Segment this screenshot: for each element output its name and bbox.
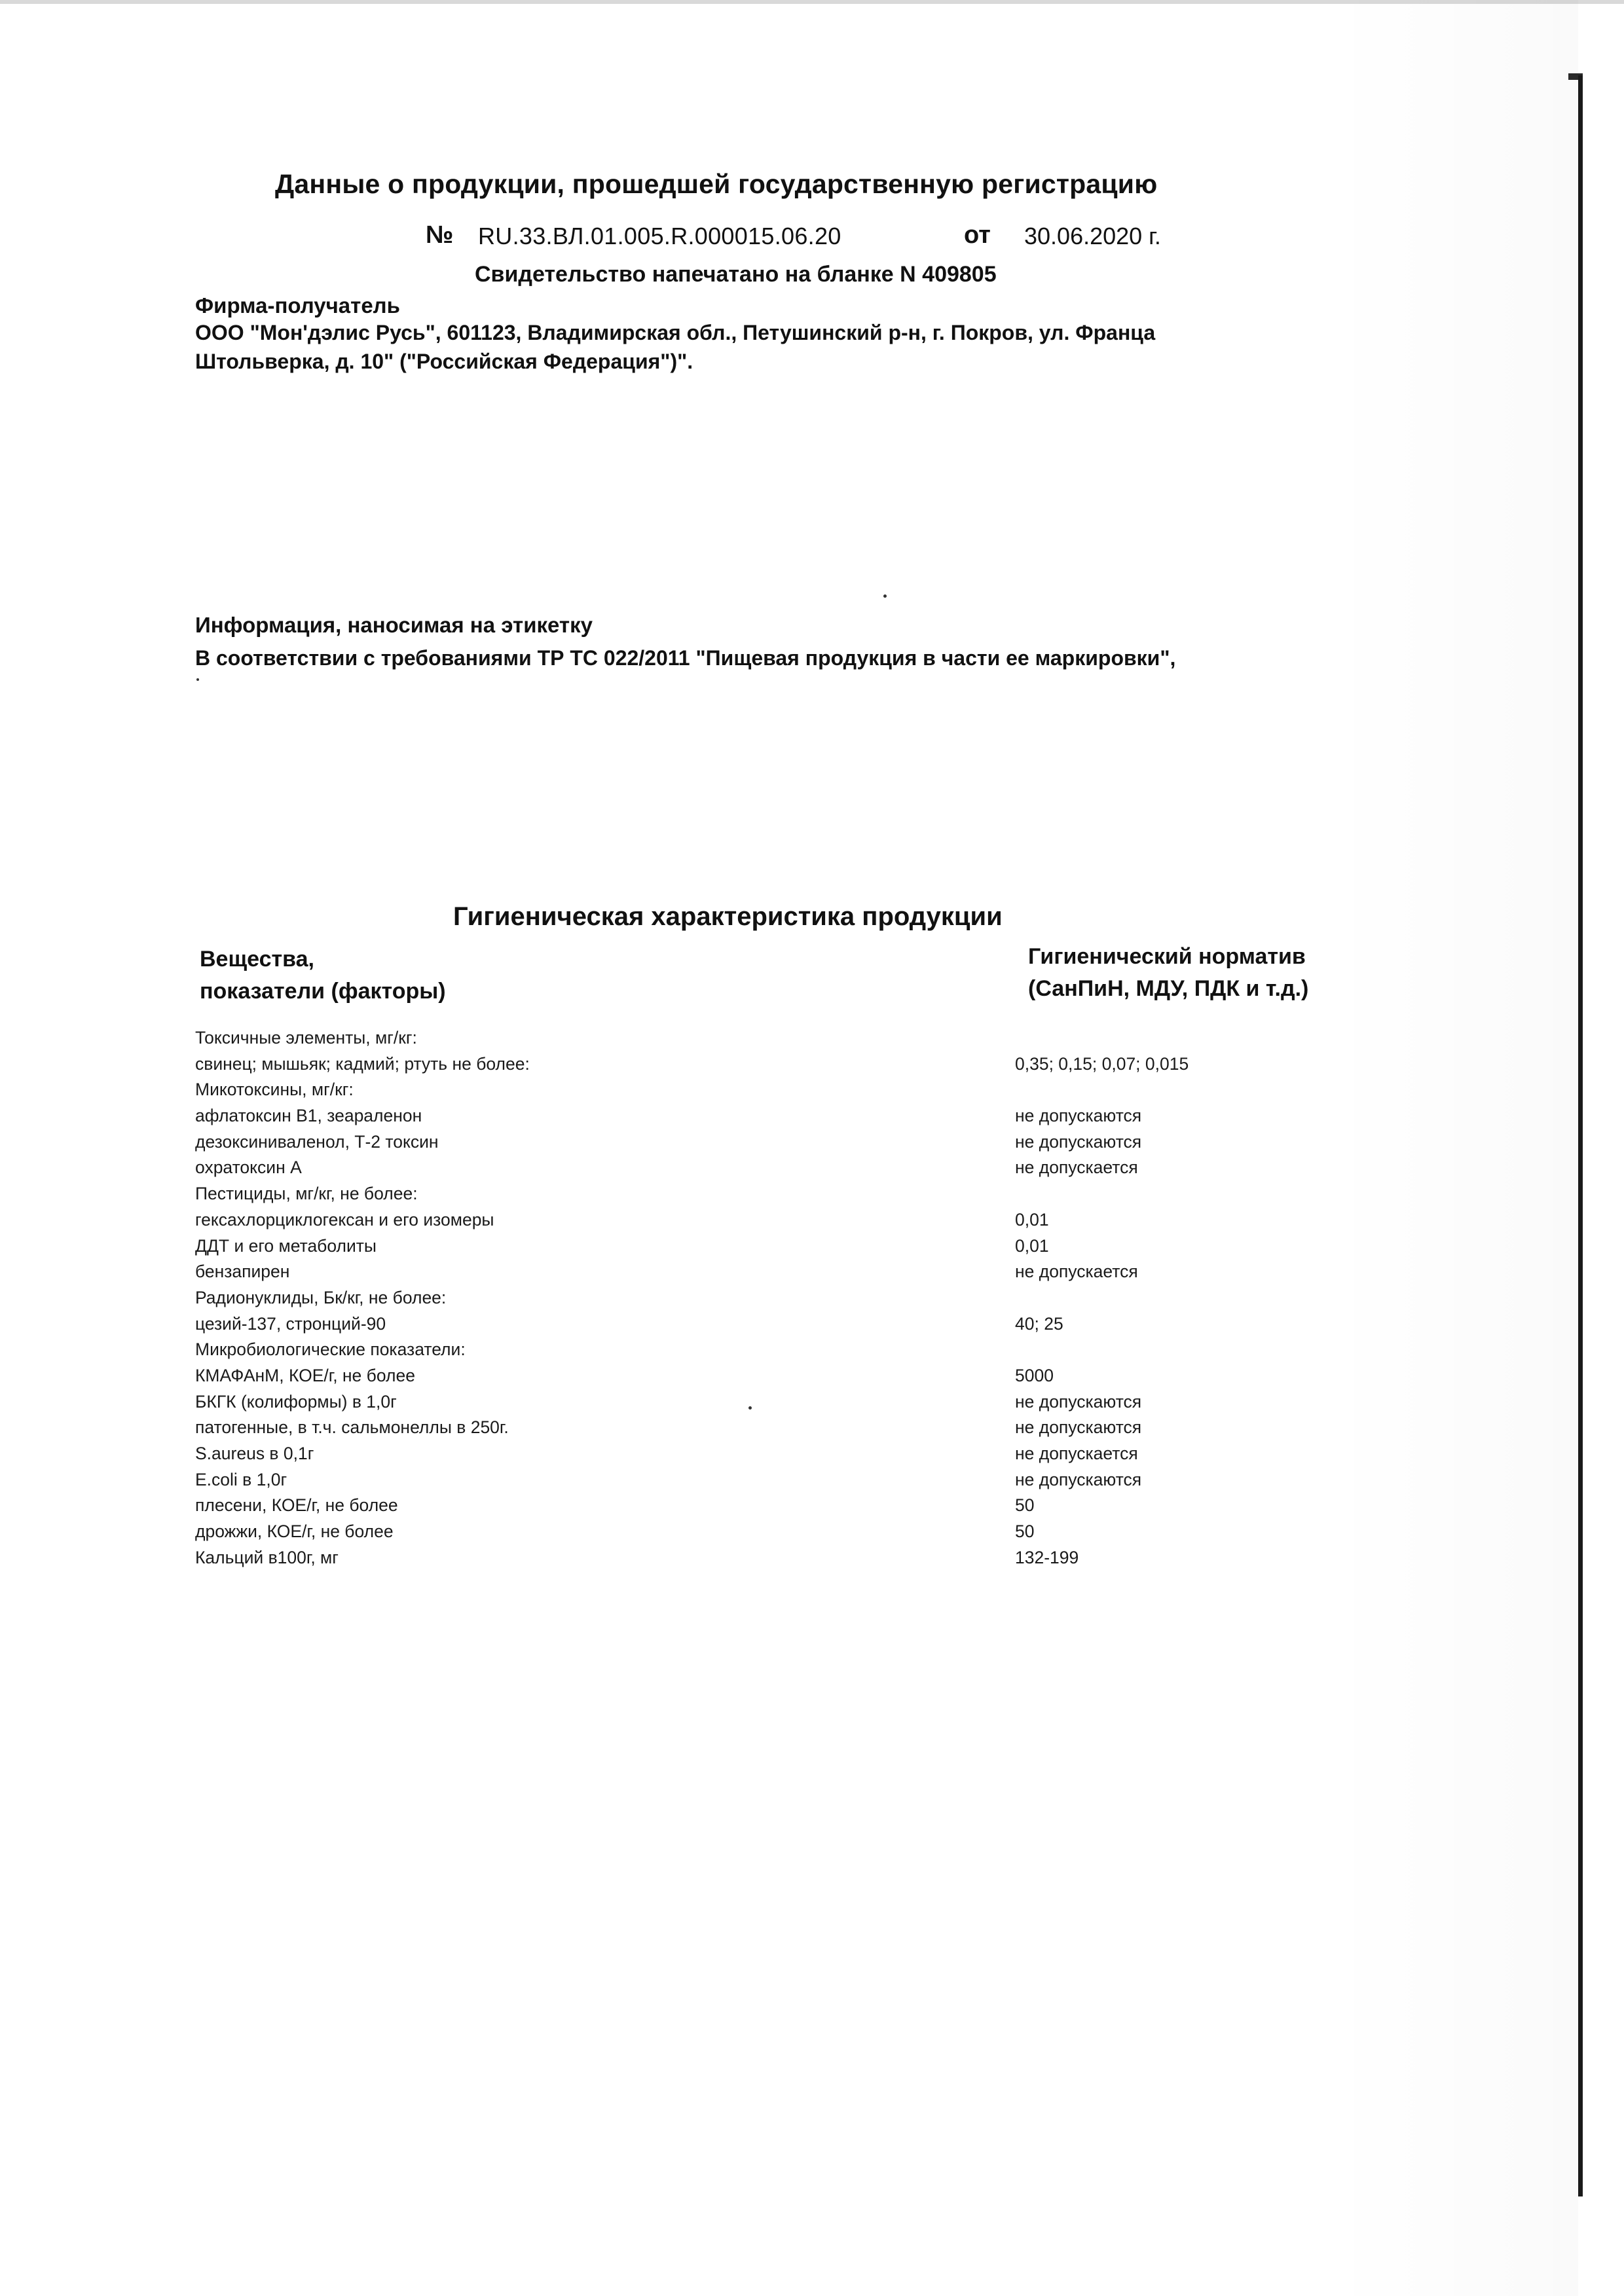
recipient-line-2: Штольверка, д. 10" ("Российская Федерация")". [195, 350, 693, 373]
hygiene-norm: 132-199 [1015, 1547, 1079, 1567]
hygiene-norm: не допускается [1015, 1157, 1138, 1178]
substance-name: БКГК (колиформы) в 1,0г [195, 1391, 397, 1412]
hygiene-table [195, 1025, 1308, 1571]
table-row [195, 1519, 1308, 1545]
registration-number-label: № [426, 221, 454, 249]
hygiene-norm: не допускаются [1015, 1391, 1142, 1412]
document-title: Данные о продукции, прошедшей государственную регистрацию [275, 169, 1158, 199]
table-row [195, 1415, 1308, 1441]
label-info-label: Информация, наносимая на этикетку [195, 613, 593, 637]
table-row [195, 1259, 1308, 1285]
table-row [195, 1389, 1308, 1415]
scan-page-edge [1578, 75, 1583, 2196]
table-row [195, 1207, 1308, 1233]
table-row [195, 1467, 1308, 1493]
hygiene-norm: не допускаются [1015, 1106, 1142, 1126]
substance-name: Пестициды, мг/кг, не более: [195, 1184, 418, 1204]
substance-name: свинец; мышьяк; кадмий; ртуть не более: [195, 1053, 530, 1074]
registration-number: RU.33.ВЛ.01.005.R.000015.06.20 [478, 223, 841, 249]
table-row [195, 1077, 1308, 1103]
hygiene-norm: 50 [1015, 1495, 1035, 1516]
substance-name: Кальций в100г, мг [195, 1547, 339, 1567]
hygiene-norm: не допускается [1015, 1444, 1138, 1463]
recipient-line-1: ООО "Мон'дэлис Русь", 601123, Владимирская обл., Петушинский р-н, г. Покров, ул. Франца [195, 321, 1156, 344]
table-row [195, 1441, 1308, 1467]
substance-name: E.coli в 1,0г [195, 1469, 287, 1489]
table-row [195, 1025, 1308, 1051]
substance-name: патогенные, в т.ч. сальмонеллы в 250г. [195, 1417, 509, 1438]
substance-name: Радионуклиды, Бк/кг, не более: [195, 1287, 447, 1307]
hygiene-norm: 0,35; 0,15; 0,07; 0,015 [1015, 1053, 1189, 1074]
table-row [195, 1337, 1308, 1363]
substance-name: цезий-137, стронций-90 [195, 1313, 386, 1334]
hygiene-norm: не допускаются [1015, 1131, 1142, 1152]
certificate-blank-number: Свидетельство напечатано на бланке N 409805 [475, 262, 997, 287]
table-row [195, 1181, 1308, 1207]
substance-name: бензапирен [195, 1262, 290, 1282]
column-header-substances-line-2: показатели (факторы) [200, 979, 446, 1004]
hygiene-norm: не допускаются [1015, 1469, 1142, 1489]
substance-name: Микробиологические показатели: [195, 1339, 466, 1360]
table-row [195, 1051, 1308, 1078]
scan-shadow [1329, 0, 1578, 2296]
substance-name: Токсичные элементы, мг/кг: [195, 1028, 417, 1048]
hygiene-norm: 5000 [1015, 1365, 1054, 1385]
table-row [195, 1103, 1308, 1129]
table-row [195, 1311, 1308, 1338]
substance-name: Микотоксины, мг/кг: [195, 1080, 354, 1100]
column-header-norm-line-1: Гигиенический норматив [1028, 944, 1306, 969]
substance-name: афлатоксин В1, зеараленон [195, 1106, 422, 1126]
substance-name: охратоксин А [195, 1157, 302, 1178]
hygiene-norm: не допускаются [1015, 1417, 1142, 1438]
table-row [195, 1285, 1308, 1311]
table-row [195, 1493, 1308, 1519]
hygiene-norm: не допускается [1015, 1262, 1138, 1282]
table-row [195, 1545, 1308, 1571]
substance-name: КМАФАнМ, КОЕ/г, не более [195, 1365, 415, 1385]
substance-name: дезоксиниваленол, Т-2 токсин [195, 1131, 439, 1152]
table-row [195, 1363, 1308, 1389]
table-row [195, 1129, 1308, 1156]
column-header-substances-line-1: Вещества, [200, 947, 314, 972]
recipient-label: Фирма-получатель [195, 293, 400, 318]
hygiene-norm: 40; 25 [1015, 1313, 1063, 1334]
scan-speck [748, 1406, 752, 1410]
substance-name: плесени, КОЕ/г, не более [195, 1495, 398, 1516]
table-row [195, 1155, 1308, 1181]
scan-speck [883, 594, 887, 598]
hygiene-norm: 0,01 [1015, 1209, 1049, 1230]
registration-date-label: от [964, 221, 991, 249]
hygiene-title: Гигиеническая характеристика продукции [453, 902, 1003, 931]
scan-speck [196, 678, 199, 681]
substance-name: гексахлорциклогексан и его изомеры [195, 1209, 494, 1230]
label-info-text: В соответствии с требованиями ТР ТС 022/2011 "Пищевая продукция в части ее маркировки", [195, 646, 1176, 670]
column-header-norm-line-2: (СанПиН, МДУ, ПДК и т.д.) [1028, 976, 1309, 1001]
substance-name: ДДТ и его метаболиты [195, 1235, 377, 1256]
registration-date: 30.06.2020 г. [1024, 223, 1161, 249]
hygiene-norm: 0,01 [1015, 1235, 1049, 1256]
table-row [195, 1233, 1308, 1260]
substance-name: S.aureus в 0,1г [195, 1444, 314, 1463]
hygiene-norm: 50 [1015, 1522, 1035, 1542]
substance-name: дрожжи, КОЕ/г, не более [195, 1522, 394, 1542]
